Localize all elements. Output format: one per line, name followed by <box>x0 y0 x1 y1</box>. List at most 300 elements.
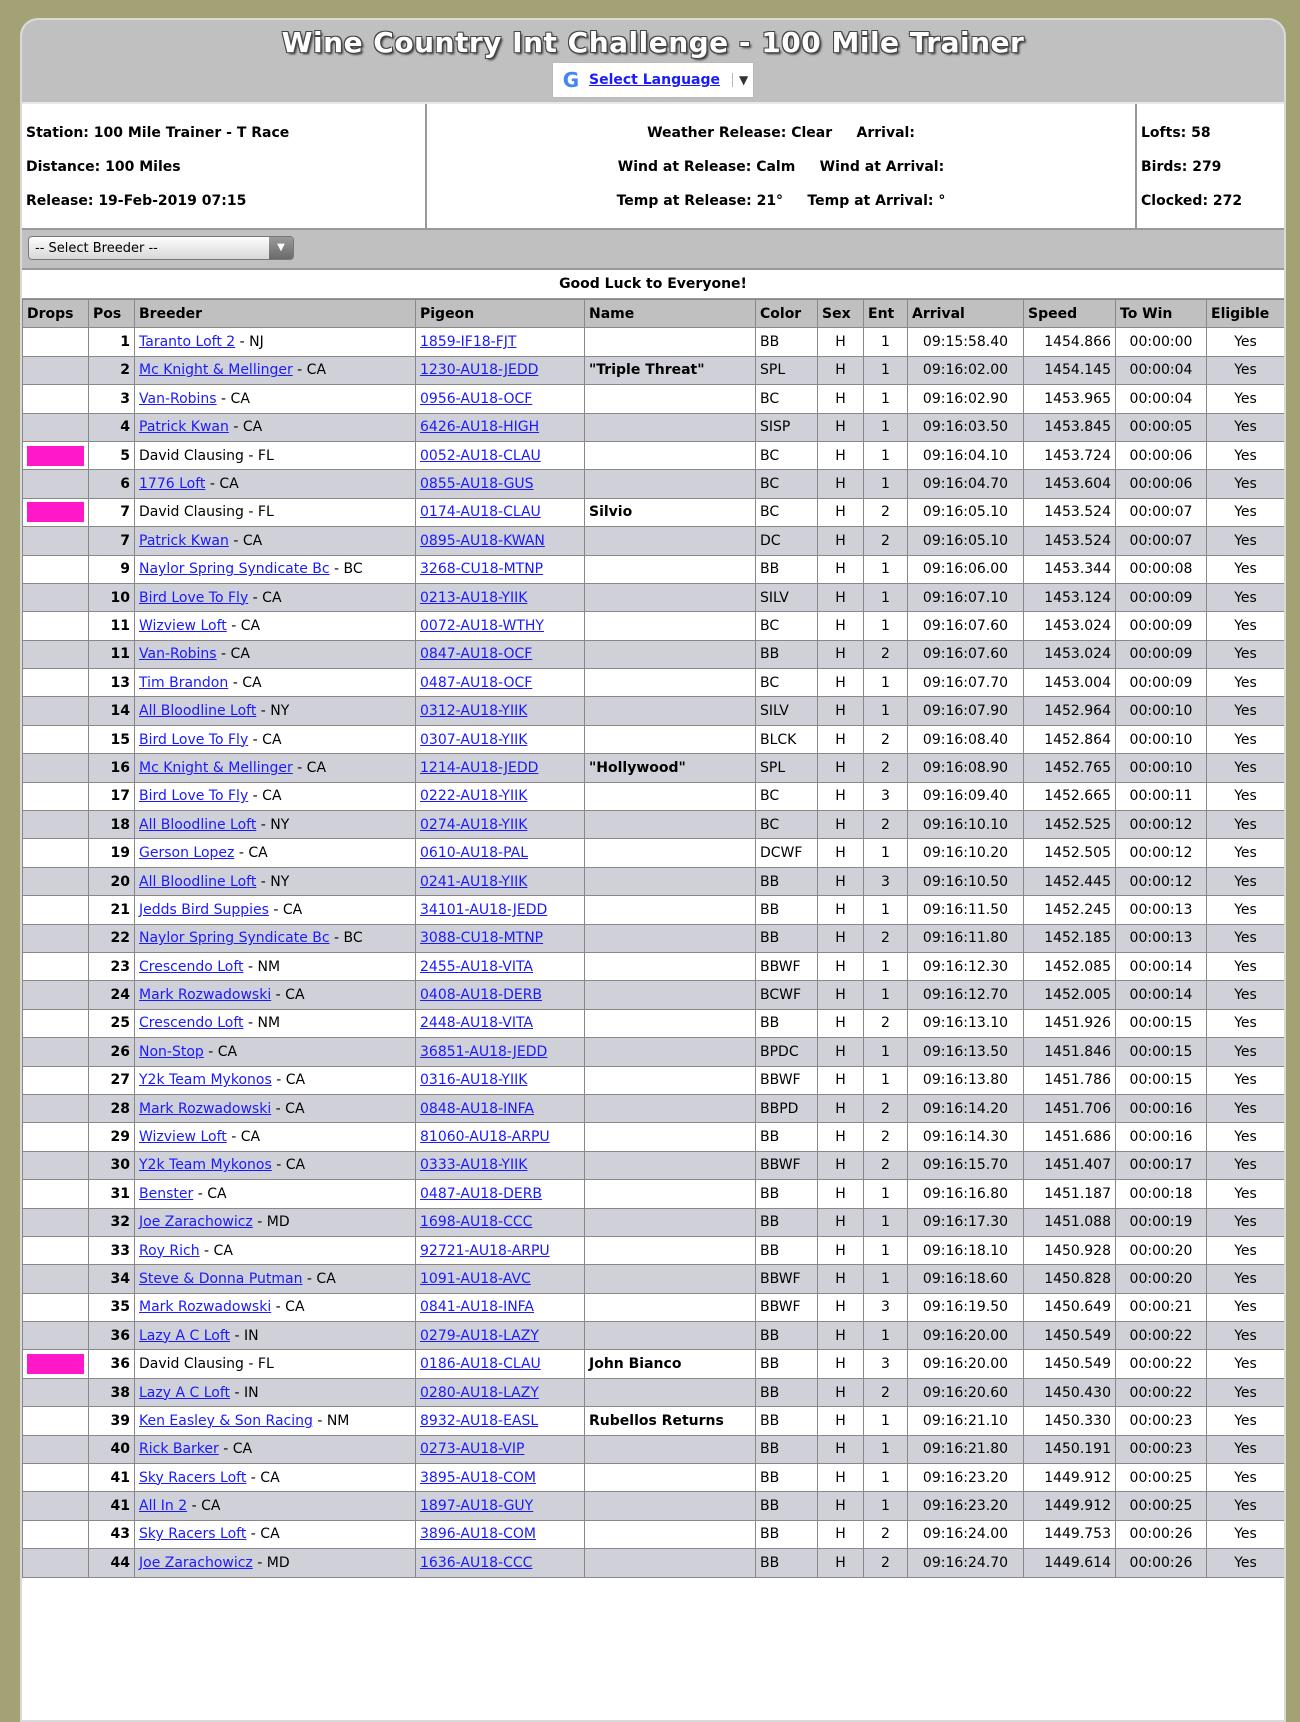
arrival-cell: 09:16:09.40 <box>908 782 1024 810</box>
breeder-link[interactable]: Sky Racers Loft <box>139 1469 247 1486</box>
pigeon-link[interactable]: 6426-AU18-HIGH <box>420 419 540 436</box>
column-header-breeder: Breeder <box>135 300 416 328</box>
breeder-state: - BC <box>329 561 363 578</box>
drops-cell <box>23 1236 89 1264</box>
speed-cell: 1451.187 <box>1024 1180 1116 1208</box>
pigeon-cell <box>416 1492 585 1520</box>
name-cell <box>585 1180 756 1208</box>
drops-cell <box>23 754 89 782</box>
table-row <box>23 896 1285 924</box>
breeder-link[interactable]: Patrick Kwan <box>139 532 229 549</box>
arrival-cell: 09:16:11.80 <box>908 924 1024 952</box>
arrival-cell: 09:16:07.60 <box>908 640 1024 668</box>
chevron-down-icon[interactable]: ▼ <box>269 237 293 259</box>
ent-cell: 1 <box>864 952 908 980</box>
to-win-cell: 00:00:25 <box>1116 1464 1207 1492</box>
pigeon-link[interactable]: 0279-AU18-LAZY <box>420 1327 539 1344</box>
breeder-link[interactable]: Lazy A C Loft <box>139 1327 231 1344</box>
sex-cell: H <box>818 1464 864 1492</box>
pigeon-link[interactable]: 0895-AU18-KWAN <box>420 532 545 549</box>
pigeon-link[interactable]: 0072-AU18-WTHY <box>420 617 544 634</box>
pigeon-link[interactable]: 1859-IF18-FJT <box>420 334 517 351</box>
to-win-cell: 00:00:20 <box>1116 1236 1207 1264</box>
breeder-link[interactable]: Joe Zarachowicz <box>139 1554 253 1571</box>
breeder-cell <box>135 1265 416 1293</box>
breeder-cell <box>135 896 416 924</box>
sex-cell: H <box>818 839 864 867</box>
arrival-cell: 09:16:13.80 <box>908 1066 1024 1094</box>
to-win-cell: 00:00:22 <box>1116 1350 1207 1378</box>
pigeon-link[interactable]: 0307-AU18-YIIK <box>420 731 528 748</box>
ent-cell: 1 <box>864 1265 908 1293</box>
arrival-cell: 09:16:24.00 <box>908 1520 1024 1548</box>
drops-cell <box>23 1123 89 1151</box>
breeder-link[interactable]: Naylor Spring Syndicate Bc <box>139 930 330 947</box>
breeder-cell <box>135 867 416 895</box>
eligible-cell: Yes <box>1207 1208 1285 1236</box>
pigeon-link[interactable]: 0956-AU18-OCF <box>420 390 533 407</box>
position-cell: 9 <box>89 555 135 583</box>
column-header-ent: Ent <box>864 300 908 328</box>
color-cell: BB <box>756 1009 818 1037</box>
breeder-filter-bar <box>22 230 1284 270</box>
table-row <box>23 867 1285 895</box>
results-frame <box>20 18 1286 1722</box>
color-cell: BB <box>756 640 818 668</box>
breeder-state: - CA <box>271 1157 306 1174</box>
ent-cell: 3 <box>864 1350 908 1378</box>
color-cell: SPL <box>756 356 818 384</box>
eligible-cell: Yes <box>1207 413 1285 441</box>
color-cell: SPL <box>756 754 818 782</box>
table-row <box>23 754 1285 782</box>
breeder-cell <box>135 328 416 356</box>
breeder-state: - FL <box>243 504 274 521</box>
pigeon-cell <box>416 1293 585 1321</box>
breeder-link[interactable]: Benster <box>139 1185 194 1202</box>
breeder-link[interactable]: All Bloodline Loft <box>139 816 257 833</box>
name-cell <box>585 1435 756 1463</box>
eligible-cell: Yes <box>1207 782 1285 810</box>
name-cell <box>585 1066 756 1094</box>
name-cell <box>585 441 756 469</box>
ent-cell: 1 <box>864 1492 908 1520</box>
ent-cell: 3 <box>864 1293 908 1321</box>
eligible-cell: Yes <box>1207 527 1285 555</box>
breeder-cell <box>135 697 416 725</box>
color-cell: BCWF <box>756 981 818 1009</box>
color-cell: BB <box>756 1236 818 1264</box>
breeder-cell <box>135 356 416 384</box>
pigeon-link[interactable]: 1230-AU18-JEDD <box>420 362 539 379</box>
chevron-down-icon[interactable]: ▼ <box>732 73 748 87</box>
eligible-cell: Yes <box>1207 555 1285 583</box>
breeder-link[interactable]: Rick Barker <box>139 1441 219 1458</box>
station-text: Station: 100 Mile Trainer - T Race <box>26 125 290 141</box>
arrival-cell: 09:16:10.20 <box>908 839 1024 867</box>
breeder-link[interactable]: All In 2 <box>139 1498 188 1515</box>
color-cell: BB <box>756 1520 818 1548</box>
eligible-cell: Yes <box>1207 1009 1285 1037</box>
position-cell: 43 <box>89 1520 135 1548</box>
pigeon-link[interactable]: 2448-AU18-VITA <box>420 1015 533 1032</box>
pigeon-link[interactable]: 0847-AU18-OCF <box>420 646 533 663</box>
pigeon-cell <box>416 725 585 753</box>
sex-cell: H <box>818 1293 864 1321</box>
arrival-cell: 09:16:13.50 <box>908 1038 1024 1066</box>
pigeon-link[interactable]: 0848-AU18-INFA <box>420 1100 535 1117</box>
arrival-cell: 09:16:17.30 <box>908 1208 1024 1236</box>
ent-cell: 1 <box>864 555 908 583</box>
sex-cell: H <box>818 1123 864 1151</box>
breeder-state: - FL <box>243 447 274 464</box>
table-row <box>23 1236 1285 1264</box>
pigeon-link[interactable]: 0274-AU18-YIIK <box>420 816 528 833</box>
breeder-link[interactable]: Gerson Lopez <box>139 845 235 862</box>
breeder-state: - CA <box>226 617 261 634</box>
pigeon-link[interactable]: 2455-AU18-VITA <box>420 958 533 975</box>
breeder-link[interactable]: Mc Knight & Mellinger <box>139 759 293 776</box>
eligible-cell: Yes <box>1207 1407 1285 1435</box>
pigeon-link[interactable]: 1091-AU18-AVC <box>420 1270 531 1287</box>
eligible-cell: Yes <box>1207 1265 1285 1293</box>
to-win-cell: 00:00:04 <box>1116 385 1207 413</box>
breeder-link[interactable]: Crescendo Loft <box>139 1015 244 1032</box>
breeder-link[interactable]: Ken Easley & Son Racing <box>139 1412 313 1429</box>
breeder-cell <box>135 952 416 980</box>
breeder-link[interactable]: Bird Love To Fly <box>139 788 249 805</box>
table-header-row <box>23 300 1285 328</box>
to-win-cell: 00:00:14 <box>1116 952 1207 980</box>
to-win-cell: 00:00:19 <box>1116 1208 1207 1236</box>
breeder-link[interactable]: All Bloodline Loft <box>139 873 257 890</box>
pigeon-link[interactable]: 0312-AU18-YIIK <box>420 703 528 720</box>
arrival-cell: 09:16:05.10 <box>908 498 1024 526</box>
breeder-link[interactable]: Mark Rozwadowski <box>139 1299 272 1316</box>
pigeon-link[interactable]: 0273-AU18-VIP <box>420 1441 525 1458</box>
breeder-cell <box>135 1094 416 1122</box>
breeder-state: - CA <box>292 759 327 776</box>
breeder-link[interactable]: Jedds Bird Suppies <box>139 901 269 918</box>
color-cell: BB <box>756 328 818 356</box>
name-cell <box>585 1293 756 1321</box>
table-row <box>23 1322 1285 1350</box>
to-win-cell: 00:00:12 <box>1116 867 1207 895</box>
pigeon-cell <box>416 1009 585 1037</box>
pigeon-link[interactable]: 0855-AU18-GUS <box>420 476 534 493</box>
to-win-cell: 00:00:04 <box>1116 356 1207 384</box>
breeder-link[interactable]: Mark Rozwadowski <box>139 1100 272 1117</box>
breeder-cell <box>135 1066 416 1094</box>
speed-cell: 1452.085 <box>1024 952 1116 980</box>
to-win-cell: 00:00:10 <box>1116 697 1207 725</box>
pigeon-cell <box>416 612 585 640</box>
drop-marker <box>27 1354 84 1374</box>
speed-cell: 1452.864 <box>1024 725 1116 753</box>
pigeon-link[interactable]: 0280-AU18-LAZY <box>420 1384 539 1401</box>
pigeon-link[interactable]: 0186-AU18-CLAU <box>420 1356 541 1373</box>
arrival-cell: 09:16:23.20 <box>908 1464 1024 1492</box>
breeder-cell <box>135 839 416 867</box>
breeder-select[interactable] <box>28 236 294 260</box>
pigeon-link[interactable]: 1636-AU18-CCC <box>420 1554 533 1571</box>
breeder-state: - CA <box>234 845 268 862</box>
breeder-link[interactable]: Bird Love To Fly <box>139 589 249 606</box>
breeder-link[interactable]: Y2k Team Mykonos <box>139 1157 272 1174</box>
to-win-cell: 00:00:10 <box>1116 725 1207 753</box>
to-win-cell: 00:00:12 <box>1116 811 1207 839</box>
pigeon-cell <box>416 1549 585 1577</box>
pigeon-cell <box>416 640 585 668</box>
release-text: Release: 19-Feb-2019 07:15 <box>26 193 247 209</box>
breeder-link[interactable]: Patrick Kwan <box>139 419 229 436</box>
sex-cell: H <box>818 1180 864 1208</box>
pigeon-link[interactable]: 92721-AU18-ARPU <box>420 1242 550 1259</box>
pigeon-cell <box>416 754 585 782</box>
to-win-cell: 00:00:23 <box>1116 1435 1207 1463</box>
pigeon-link[interactable]: 0213-AU18-YIIK <box>420 589 528 606</box>
color-cell: SILV <box>756 697 818 725</box>
pigeon-link[interactable]: 0174-AU18-CLAU <box>420 504 541 521</box>
to-win-cell: 00:00:07 <box>1116 498 1207 526</box>
pigeon-link[interactable]: 0487-AU18-OCF <box>420 674 533 691</box>
color-cell: BC <box>756 782 818 810</box>
eligible-cell: Yes <box>1207 498 1285 526</box>
column-header-eligible: Eligible <box>1207 300 1285 328</box>
name-cell <box>585 1378 756 1406</box>
color-cell: BBWF <box>756 1265 818 1293</box>
name-cell <box>585 952 756 980</box>
breeder-link[interactable]: Steve & Donna Putman <box>139 1270 303 1287</box>
position-cell: 31 <box>89 1180 135 1208</box>
arrival-cell: 09:16:08.90 <box>908 754 1024 782</box>
table-row <box>23 952 1285 980</box>
position-cell: 35 <box>89 1293 135 1321</box>
breeder-link[interactable]: Sky Racers Loft <box>139 1526 247 1543</box>
arrival-cell: 09:16:13.10 <box>908 1009 1024 1037</box>
pigeon-cell <box>416 470 585 498</box>
eligible-cell: Yes <box>1207 1066 1285 1094</box>
name-cell <box>585 1208 756 1236</box>
pigeon-link[interactable]: 3268-CU18-MTNP <box>420 561 544 578</box>
ent-cell: 2 <box>864 725 908 753</box>
pigeon-cell <box>416 1151 585 1179</box>
eligible-cell: Yes <box>1207 1435 1285 1463</box>
eligible-cell: Yes <box>1207 1492 1285 1520</box>
pigeon-link[interactable]: 0408-AU18-DERB <box>420 987 543 1004</box>
eligible-cell: Yes <box>1207 1322 1285 1350</box>
pigeon-link[interactable]: 0316-AU18-YIIK <box>420 1072 528 1089</box>
color-cell: BBPD <box>756 1094 818 1122</box>
breeder-link[interactable]: Mark Rozwadowski <box>139 987 272 1004</box>
sex-cell: H <box>818 1322 864 1350</box>
pigeon-link[interactable]: 1214-AU18-JEDD <box>420 759 539 776</box>
pigeon-link[interactable]: 0333-AU18-YIIK <box>420 1157 528 1174</box>
eligible-cell: Yes <box>1207 1520 1285 1548</box>
pigeon-cell <box>416 896 585 924</box>
breeder-link[interactable]: All Bloodline Loft <box>139 703 257 720</box>
arrival-cell: 09:16:04.10 <box>908 441 1024 469</box>
language-selector[interactable] <box>552 62 754 98</box>
breeder-state: - CA <box>199 1242 233 1259</box>
table-row <box>23 1293 1285 1321</box>
breeder-cell <box>135 1520 416 1548</box>
breeder-state: - CA <box>228 532 263 549</box>
breeder-link[interactable]: Lazy A C Loft <box>139 1384 231 1401</box>
breeder-link[interactable]: Van-Robins <box>139 390 217 407</box>
pigeon-link[interactable]: 36851-AU18-JEDD <box>420 1043 548 1060</box>
breeder-link[interactable]: Van-Robins <box>139 646 217 663</box>
drops-cell <box>23 1151 89 1179</box>
drops-cell <box>23 1350 89 1378</box>
ent-cell: 1 <box>864 1464 908 1492</box>
pigeon-link[interactable]: 0241-AU18-YIIK <box>420 873 528 890</box>
pigeon-cell <box>416 811 585 839</box>
eligible-cell: Yes <box>1207 612 1285 640</box>
pigeon-cell <box>416 1208 585 1236</box>
sex-cell: H <box>818 754 864 782</box>
pigeon-link[interactable]: 3088-CU18-MTNP <box>420 930 544 947</box>
speed-cell: 1452.765 <box>1024 754 1116 782</box>
table-row <box>23 1378 1285 1406</box>
to-win-cell: 00:00:09 <box>1116 583 1207 611</box>
pigeon-link[interactable]: 0052-AU18-CLAU <box>420 447 541 464</box>
breeder-state: - CA <box>193 1185 227 1202</box>
breeder-cell <box>135 498 416 526</box>
drops-cell <box>23 1520 89 1548</box>
pigeon-cell <box>416 583 585 611</box>
column-header-pigeon: Pigeon <box>416 300 585 328</box>
pigeon-link[interactable]: 1897-AU18-GUY <box>420 1498 534 1515</box>
breeder-state: - NM <box>312 1412 350 1429</box>
pigeon-cell <box>416 782 585 810</box>
arrival-cell: 09:16:07.60 <box>908 612 1024 640</box>
breeder-link[interactable]: Mc Knight & Mellinger <box>139 362 293 379</box>
drops-cell <box>23 1492 89 1520</box>
pigeon-link[interactable]: 0841-AU18-INFA <box>420 1299 535 1316</box>
pigeon-link[interactable]: 0487-AU18-DERB <box>420 1185 543 1202</box>
sex-cell: H <box>818 697 864 725</box>
pigeon-link[interactable]: 34101-AU18-JEDD <box>420 901 548 918</box>
color-cell: BB <box>756 1407 818 1435</box>
ent-cell: 3 <box>864 867 908 895</box>
name-cell <box>585 1038 756 1066</box>
ent-cell: 1 <box>864 583 908 611</box>
breeder-link[interactable]: Non-Stop <box>139 1043 204 1060</box>
to-win-cell: 00:00:07 <box>1116 527 1207 555</box>
breeder-cell <box>135 924 416 952</box>
breeder-link[interactable]: Roy Rich <box>139 1242 200 1259</box>
to-win-cell: 00:00:22 <box>1116 1322 1207 1350</box>
breeder-link[interactable]: Y2k Team Mykonos <box>139 1072 272 1089</box>
color-cell: BC <box>756 470 818 498</box>
to-win-cell: 00:00:20 <box>1116 1265 1207 1293</box>
breeder-link[interactable]: Taranto Loft 2 <box>139 334 236 351</box>
drops-cell <box>23 1208 89 1236</box>
pigeon-link[interactable]: 8932-AU18-EASL <box>420 1412 539 1429</box>
pigeon-link[interactable]: 1698-AU18-CCC <box>420 1214 533 1231</box>
table-row <box>23 1549 1285 1577</box>
table-row <box>23 1208 1285 1236</box>
ent-cell: 1 <box>864 1322 908 1350</box>
speed-cell: 1452.245 <box>1024 896 1116 924</box>
breeder-link[interactable]: Bird Love To Fly <box>139 731 249 748</box>
breeder-cell <box>135 1180 416 1208</box>
arrival-cell: 09:16:18.60 <box>908 1265 1024 1293</box>
sex-cell: H <box>818 441 864 469</box>
speed-cell: 1452.665 <box>1024 782 1116 810</box>
breeder-link[interactable]: 1776 Loft <box>139 476 206 493</box>
breeder-name: David Clausing <box>139 1356 244 1373</box>
pigeon-link[interactable]: 3895-AU18-COM <box>420 1469 536 1486</box>
breeder-select-value: -- Select Breeder -- <box>35 240 158 256</box>
sex-cell: H <box>818 1236 864 1264</box>
pigeon-cell <box>416 1038 585 1066</box>
table-row <box>23 981 1285 1009</box>
eligible-cell: Yes <box>1207 896 1285 924</box>
drops-cell <box>23 669 89 697</box>
breeder-link[interactable]: Tim Brandon <box>139 674 229 691</box>
eligible-cell: Yes <box>1207 470 1285 498</box>
speed-cell: 1453.004 <box>1024 669 1116 697</box>
drops-cell <box>23 725 89 753</box>
breeder-link[interactable]: Naylor Spring Syndicate Bc <box>139 561 330 578</box>
breeder-cell <box>135 1009 416 1037</box>
breeder-cell <box>135 1123 416 1151</box>
color-cell: BPDC <box>756 1038 818 1066</box>
ent-cell: 1 <box>864 441 908 469</box>
name-cell <box>585 924 756 952</box>
table-row <box>23 1435 1285 1463</box>
breeder-link[interactable]: Joe Zarachowicz <box>139 1214 253 1231</box>
pigeon-cell <box>416 413 585 441</box>
name-cell <box>585 583 756 611</box>
pigeon-link[interactable]: 3896-AU18-COM <box>420 1526 536 1543</box>
speed-cell: 1453.524 <box>1024 498 1116 526</box>
banner-message: Good Luck to Everyone! <box>22 270 1284 299</box>
arrival-cell: 09:16:19.50 <box>908 1293 1024 1321</box>
speed-cell: 1453.124 <box>1024 583 1116 611</box>
drops-cell <box>23 385 89 413</box>
pigeon-link[interactable]: 0610-AU18-PAL <box>420 845 528 862</box>
pigeon-link[interactable]: 0222-AU18-YIIK <box>420 788 528 805</box>
sex-cell: H <box>818 1378 864 1406</box>
select-language-link[interactable]: Select Language <box>589 72 721 88</box>
pigeon-cell <box>416 1378 585 1406</box>
arrival-cell: 09:16:08.40 <box>908 725 1024 753</box>
breeder-link[interactable]: Wizview Loft <box>139 617 227 634</box>
eligible-cell: Yes <box>1207 867 1285 895</box>
table-row <box>23 1464 1285 1492</box>
eligible-cell: Yes <box>1207 1350 1285 1378</box>
breeder-cell <box>135 669 416 697</box>
color-cell: BB <box>756 1549 818 1577</box>
position-cell: 33 <box>89 1236 135 1264</box>
ent-cell: 2 <box>864 1094 908 1122</box>
arrival-cell: 09:16:10.10 <box>908 811 1024 839</box>
breeder-state: - CA <box>271 1299 305 1316</box>
breeder-link[interactable]: Crescendo Loft <box>139 958 244 975</box>
breeder-cell <box>135 754 416 782</box>
speed-cell: 1452.185 <box>1024 924 1116 952</box>
breeder-link[interactable]: Wizview Loft <box>139 1129 227 1146</box>
sex-cell: H <box>818 981 864 1009</box>
pigeon-link[interactable]: 81060-AU18-ARPU <box>420 1129 550 1146</box>
color-cell: BBWF <box>756 1293 818 1321</box>
arrival-cell: 09:16:02.90 <box>908 385 1024 413</box>
breeder-state: - CA <box>248 788 282 805</box>
ent-cell: 1 <box>864 385 908 413</box>
